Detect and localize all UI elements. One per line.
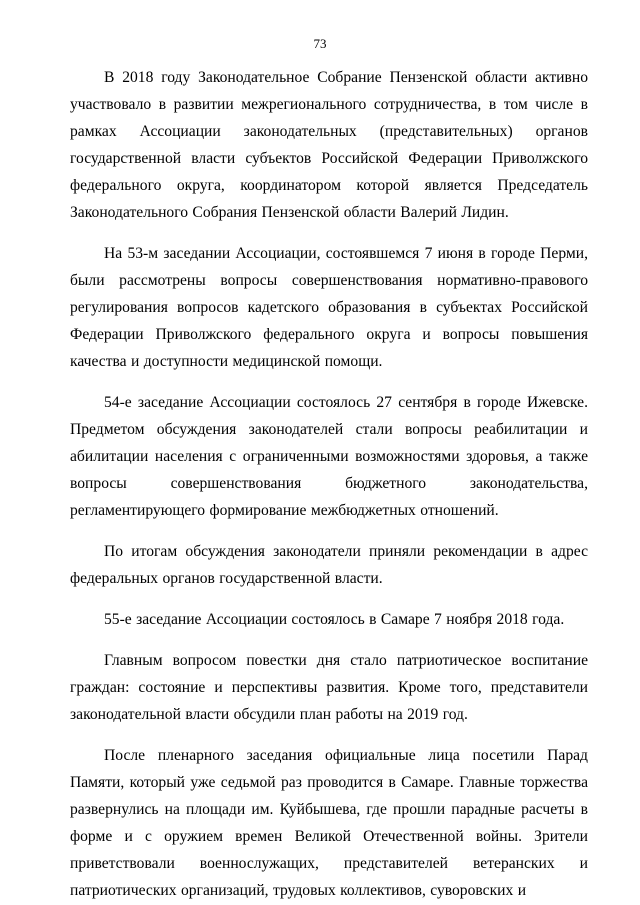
paragraph-55th-meeting: 55-е заседание Ассоциации состоялось в Самаре 7 ноября 2018 года. <box>104 611 565 628</box>
page-number: 73 <box>313 36 327 51</box>
document-body <box>70 64 588 904</box>
paragraph-recommendations: По итогам обсуждения законодатели приняли рекомендации в адрес федеральных органов государственной власти. <box>70 543 588 587</box>
paragraph-53rd-meeting: На 53-м заседании Ассоциации, состоявшемся 7 июня в городе Перми, были рассмотрены вопросы совершенствования нормативно-правового регулирования вопросов кадетского образования в субъектах Российской Федерации Приволжского федерального округа и вопросы повышения качества и доступности медицинской помощи. <box>70 245 588 370</box>
paragraph-interregional-cooperation: В 2018 году Законодательное Собрание Пензенской области активно участвовало в развитии межрегионального сотрудничества, в том числе в рамках Ассоциации законодательных (представительных) органов государственной власти субъектов Российской Федерации Приволжского федерального округа, координатором которой является Председатель Законодательного Собрания Пензенской области Валерий Лидин. <box>70 69 588 221</box>
paragraph-54th-meeting: 54-е заседание Ассоциации состоялось 27 сентября в городе Ижевске. Предметом обсуждения законодателей стали вопросы реабилитации и абилитации населения с ограниченными возможностями здоровья, а также вопросы совершенствования бюджетного законодательства, регламентирующего формирование межбюджетных отношений. <box>70 394 588 519</box>
paragraph-memory-parade: После пленарного заседания официальные лица посетили Парад Памяти, который уже седьмой раз проводится в Самаре. Главные торжества развернулись на площади им. Куйбышева, где прошли парадные расчеты в форме и с оружием времен Великой Отечественной войны. Зрители приветствовали военнослужащих, представителей ветеранских и патриотических организаций, трудовых коллективов, суворовских и <box>70 747 588 899</box>
paragraph-patriotic-education: Главным вопросом повестки дня стало патриотическое воспитание граждан: состояние и перспективы развития. Кроме того, представители законодательной власти обсудили план работы на 2019 год. <box>70 652 588 723</box>
